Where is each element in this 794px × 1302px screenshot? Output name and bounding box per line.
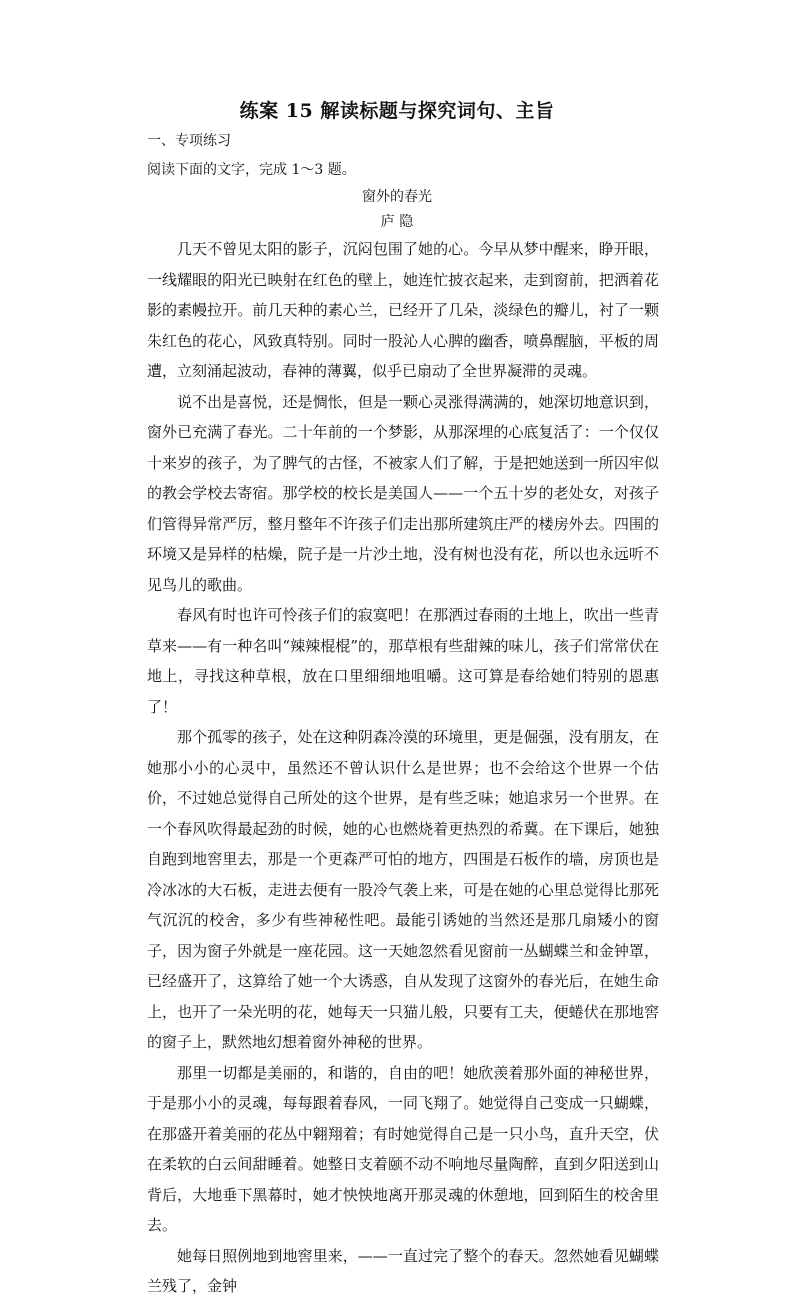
- instruction-text: 阅读下面的文字，完成 1～3 题。: [147, 162, 356, 178]
- paragraph-2: 说不出是喜悦，还是惆怅，但是一颗心灵涨得满满的，她深切地意识到，窗外已充满了春光。二十年前的一个梦影，从那深埋的心底复活了：一个仅仅十来岁的孩子，为了脾气的古怪，不被家人们了解，于是把她送到一所囚牢似的教会学校去寄宿。那学校的校长是美国人——一个五十岁的老处女，对孩子们管得异常严厉，整月整年不许孩子们走出那所建筑庄严的楼房外去。四围的环境又是异样的枯燥，院子是一片沙土地，没有树也没有花，所以也永远听不见鸟儿的歌曲。: [147, 392, 659, 594]
- page-title: 练案 15 解读标题与探究词句、主旨: [239, 100, 555, 122]
- paragraph-4: 那个孤零的孩子，处在这种阴森冷漠的环境里，更是倔强，没有朋友，在她那小小的心灵中，虽然还不曾认识什么是世界；也不会给这个世界一个估价，不过她总觉得自己所处的这个世界，是有些乏味；她追求另一个世界。在一个春风吹得最起劲的时候，她的心也燃烧着更热烈的希冀。在下课后，她独自跑到地窖里去，那是一个更森严可怕的地方，四围是石板作的墙，房顶也是冷冰冰的大石板，走进去便有一股冷气袭上来，可是在她的心里总觉得比那死气沉沉的校舍，多少有些神秘性吧。最能引诱她的当然还是那几扇矮小的窗子，因为窗子外就是一座花园。这一天她忽然看见窗前一丛蝴蝶兰和金钟罩，已经盛开了，这算给了她一个大诱惑，自从发现了这窗外的春光后，在她生命上，也开了一朵光明的花，她每天一只猫儿般，只要有工夫，便蜷伏在那地窖的窗子上，默然地幻想着窗外神秘的世界。: [147, 728, 659, 1051]
- article-body: [147, 234, 659, 1302]
- section-heading: 一、专项练习: [147, 133, 231, 149]
- paragraph-1: 几天不曾见太阳的影子，沉闷包围了她的心。今早从梦中醒来，睁开眼，一线耀眼的阳光已映射在红色的壁上，她连忙披衣起来，走到窗前，把洒着花影的素幔拉开。前几天种的素心兰，已经开了几朵，淡绿色的瓣儿，衬了一颗朱红色的花心，风致真特别。同时一股沁人心脾的幽香，喷鼻醒脑，平板的周遭，立刻涌起波动，春神的薄翼，似乎已扇动了全世界凝滞的灵魂。: [147, 240, 659, 380]
- paragraph-6: 她每日照例地到地窖里来，——一直过完了整个的春天。忽然她看见蝴蝶兰残了，金钟: [147, 1246, 659, 1295]
- paragraph-5: 那里一切都是美丽的，和谐的，自由的吧！她欣羡着那外面的神秘世界，于是那小小的灵魂，每每跟着春风，一同飞翔了。她觉得自己变成一只蝴蝶，在那盛开着美丽的花丛中翱翔着；有时她觉得自己是一只小鸟，直升天空，伏在柔软的白云间甜睡着。她整日支着颐不动不响地尽量陶醉，直到夕阳送到山背后，大地垂下黑幕时，她才怏怏地离开那灵魂的休憩地，回到陌生的校舍里去。: [147, 1063, 659, 1234]
- article-title: 窗外的春光: [362, 189, 432, 205]
- paragraph-3: 春风有时也许可怜孩子们的寂寞吧！在那洒过春雨的土地上，吹出一些青草来——有一种名叫“辣辣棍棍”的，那草根有些甜辣的味儿，孩子们常常伏在地上，寻找这种草根，放在口里细细地咀嚼。这可算是春给她们特别的恩惠了！: [147, 606, 659, 716]
- article-author: 庐 隐: [380, 214, 414, 230]
